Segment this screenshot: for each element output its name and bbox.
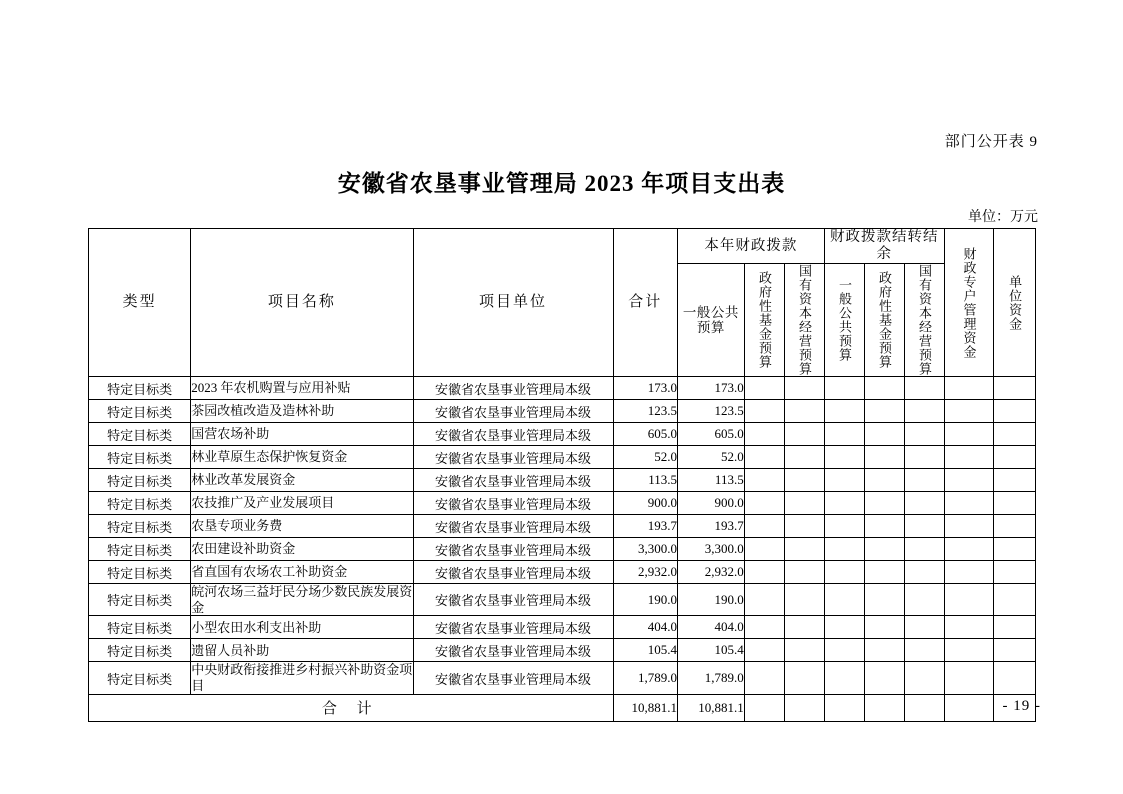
cell-carryover-gov-fund [864, 616, 904, 639]
cell-project-unit: 安徽省农垦事业管理局本级 [413, 515, 613, 538]
table-row [89, 469, 1036, 492]
cell-project-unit: 安徽省农垦事业管理局本级 [413, 400, 613, 423]
cell-general-public-budget: 404.0 [678, 616, 745, 639]
table-total-row [89, 694, 1036, 721]
cell-project-name: 茶园改植改造及造林补助 [191, 400, 413, 423]
cell-gov-fund-budget [744, 616, 784, 639]
cell-type: 特定目标类 [89, 561, 191, 584]
cell-carryover-general-public [824, 639, 864, 662]
cell-carryover-gov-fund [864, 492, 904, 515]
cell-gov-fund-budget [744, 639, 784, 662]
cell-total: 193.7 [613, 515, 677, 538]
cell-project-name: 农田建设补助资金 [191, 538, 413, 561]
cell-carryover-general-public [824, 515, 864, 538]
cell-total: 605.0 [613, 423, 677, 446]
cell-unit-funds [993, 446, 1035, 469]
table-row [89, 662, 1036, 694]
cell-unit-funds [993, 616, 1035, 639]
cell-project-unit: 安徽省农垦事业管理局本级 [413, 446, 613, 469]
cell-state-capital-budget [784, 423, 824, 446]
cell-general-public-budget: 52.0 [678, 446, 745, 469]
table-row [89, 561, 1036, 584]
header-fiscal-special-account [944, 229, 993, 377]
cell-total: 190.0 [613, 584, 677, 616]
cell-project-name: 国营农场补助 [191, 423, 413, 446]
cell-carryover-gov-fund [864, 400, 904, 423]
header-gov-fund-budget-text: 政府性基金预算 [757, 271, 773, 370]
header-carryover-general-public-text: 一般公共预算 [837, 278, 853, 363]
cell-project-unit: 安徽省农垦事业管理局本级 [413, 561, 613, 584]
cell-carryover-gov-fund [864, 423, 904, 446]
cell-fiscal-special-account [944, 639, 993, 662]
cell-carryover-state-capital [904, 662, 944, 694]
cell-project-name: 农技推广及产业发展项目 [191, 492, 413, 515]
cell-fiscal-special-account [944, 423, 993, 446]
cell-state-capital-budget [784, 377, 824, 400]
cell-fiscal-special-account [944, 561, 993, 584]
cell-type: 特定目标类 [89, 446, 191, 469]
cell-state-capital-budget [784, 584, 824, 616]
header-gov-fund-budget [744, 264, 784, 377]
cell-general-public-budget: 2,932.0 [678, 561, 745, 584]
cell-state-capital-budget [784, 515, 824, 538]
cell-general-public-budget: 1,789.0 [678, 662, 745, 694]
cell-gov-fund-budget [744, 492, 784, 515]
cell-gov-fund-budget [744, 469, 784, 492]
cell-carryover-gov-fund [864, 662, 904, 694]
page-number: - 19 - [1002, 698, 1041, 714]
cell-project-name: 皖河农场三益圩民分场少数民族发展资金 [191, 584, 413, 615]
cell-gov-fund-budget [744, 400, 784, 423]
header-fiscal-special-account-text: 财政专户管理资金 [961, 246, 977, 359]
cell-unit-funds [993, 400, 1035, 423]
cell-fiscal-special-account [944, 584, 993, 616]
cell-project-name: 遗留人员补助 [191, 639, 413, 662]
cell-carryover-state-capital [904, 616, 944, 639]
cell-unit-funds [993, 377, 1035, 400]
cell-carryover-general-public [824, 538, 864, 561]
header-group-current-appropriation: 本年财政拨款 [678, 229, 825, 264]
cell-fiscal-special-account [944, 515, 993, 538]
cell-project-unit: 安徽省农垦事业管理局本级 [413, 469, 613, 492]
header-type: 类型 [89, 229, 191, 377]
cell-general-public-budget: 113.5 [678, 469, 745, 492]
cell-project-unit: 安徽省农垦事业管理局本级 [413, 584, 613, 616]
cell-unit-funds [993, 561, 1035, 584]
cell-fiscal-special-account [944, 662, 993, 694]
cell-carryover-gov-fund [864, 377, 904, 400]
header-unit-funds-text: 单位资金 [1007, 274, 1023, 331]
cell-state-capital-budget [784, 662, 824, 694]
cell-state-capital-budget [784, 639, 824, 662]
cell-gov-fund-budget [744, 561, 784, 584]
cell-state-capital-budget [784, 446, 824, 469]
cell-unit-funds [993, 469, 1035, 492]
cell-carryover-state-capital [904, 639, 944, 662]
cell-type: 特定目标类 [89, 400, 191, 423]
cell-carryover-state-capital [904, 561, 944, 584]
cell-carryover-state-capital [904, 469, 944, 492]
cell-gov-fund-budget [744, 584, 784, 616]
table-row [89, 423, 1036, 446]
header-carryover-gov-fund-text: 政府性基金预算 [877, 271, 893, 370]
cell-carryover-general-public [824, 469, 864, 492]
cell-project-name: 2023 年农机购置与应用补贴 [191, 377, 413, 400]
cell-total: 900.0 [613, 492, 677, 515]
cell-project-unit: 安徽省农垦事业管理局本级 [413, 662, 613, 694]
cell-total-carryover-general-public [824, 694, 864, 721]
cell-type: 特定目标类 [89, 377, 191, 400]
cell-carryover-gov-fund [864, 561, 904, 584]
cell-type: 特定目标类 [89, 662, 191, 694]
header-carryover-state-capital [904, 264, 944, 377]
cell-total: 52.0 [613, 446, 677, 469]
cell-general-public-budget: 105.4 [678, 639, 745, 662]
cell-carryover-gov-fund [864, 538, 904, 561]
table-row [89, 400, 1036, 423]
cell-gov-fund-budget [744, 377, 784, 400]
unit-note: 单位：万元 [968, 210, 1038, 225]
cell-state-capital-budget [784, 616, 824, 639]
cell-project-unit: 安徽省农垦事业管理局本级 [413, 492, 613, 515]
cell-carryover-gov-fund [864, 639, 904, 662]
cell-carryover-state-capital [904, 492, 944, 515]
header-carryover-gov-fund [864, 264, 904, 377]
cell-total: 1,789.0 [613, 662, 677, 694]
cell-project-unit: 安徽省农垦事业管理局本级 [413, 538, 613, 561]
header-general-public-budget-text: 一般公共预算 [682, 304, 739, 336]
project-expenditure-table [88, 228, 1036, 722]
header-group-carryover: 财政拨款结转结余 [824, 229, 944, 264]
cell-general-public-budget: 3,300.0 [678, 538, 745, 561]
cell-total: 113.5 [613, 469, 677, 492]
page-title: 安徽省农垦事业管理局 2023 年项目支出表 [337, 171, 786, 196]
table-row [89, 492, 1036, 515]
cell-carryover-state-capital [904, 377, 944, 400]
cell-total-carryover-state-capital [904, 694, 944, 721]
cell-carryover-gov-fund [864, 446, 904, 469]
cell-carryover-state-capital [904, 423, 944, 446]
cell-carryover-general-public [824, 423, 864, 446]
cell-project-name: 中央财政衔接推进乡村振兴补助资金项目 [191, 662, 413, 693]
cell-total: 2,932.0 [613, 561, 677, 584]
cell-type: 特定目标类 [89, 515, 191, 538]
cell-carryover-general-public [824, 662, 864, 694]
header-general-public-budget [678, 264, 745, 377]
header-carryover-state-capital-text: 国有资本经营预算 [917, 264, 933, 377]
header-project-unit: 项目单位 [413, 229, 613, 377]
cell-fiscal-special-account [944, 377, 993, 400]
cell-carryover-general-public [824, 400, 864, 423]
header-project-name: 项目名称 [191, 229, 413, 377]
cell-carryover-state-capital [904, 515, 944, 538]
cell-general-public-budget: 900.0 [678, 492, 745, 515]
cell-total: 105.4 [613, 639, 677, 662]
header-state-capital-budget-text: 国有资本经营预算 [797, 264, 813, 377]
cell-carryover-general-public [824, 377, 864, 400]
cell-state-capital-budget [784, 400, 824, 423]
cell-fiscal-special-account [944, 492, 993, 515]
form-tag: 部门公开表 9 [944, 134, 1038, 150]
cell-total-sum: 10,881.1 [613, 694, 677, 721]
cell-gov-fund-budget [744, 515, 784, 538]
table-row [89, 446, 1036, 469]
cell-state-capital-budget [784, 492, 824, 515]
cell-unit-funds [993, 423, 1035, 446]
cell-general-public-budget: 193.7 [678, 515, 745, 538]
cell-type: 特定目标类 [89, 423, 191, 446]
cell-general-public-budget: 123.5 [678, 400, 745, 423]
cell-gov-fund-budget [744, 446, 784, 469]
cell-type: 特定目标类 [89, 639, 191, 662]
cell-state-capital-budget [784, 538, 824, 561]
cell-project-unit: 安徽省农垦事业管理局本级 [413, 616, 613, 639]
cell-type: 特定目标类 [89, 584, 191, 616]
cell-carryover-state-capital [904, 400, 944, 423]
cell-total: 123.5 [613, 400, 677, 423]
table-row [89, 616, 1036, 639]
cell-unit-funds [993, 662, 1035, 694]
table-row [89, 584, 1036, 616]
table-body [89, 377, 1036, 721]
cell-total-label: 合 计 [89, 694, 614, 721]
cell-project-name: 省直国有农场农工补助资金 [191, 561, 413, 584]
cell-fiscal-special-account [944, 469, 993, 492]
cell-type: 特定目标类 [89, 492, 191, 515]
cell-fiscal-special-account [944, 616, 993, 639]
table-row [89, 377, 1036, 400]
table-row [89, 515, 1036, 538]
cell-carryover-gov-fund [864, 469, 904, 492]
cell-unit-funds [993, 492, 1035, 515]
header-state-capital-budget [784, 264, 824, 377]
cell-carryover-gov-fund [864, 515, 904, 538]
cell-total-state-capital-budget [784, 694, 824, 721]
cell-gov-fund-budget [744, 538, 784, 561]
cell-project-name: 林业改革发展资金 [191, 469, 413, 492]
cell-type: 特定目标类 [89, 469, 191, 492]
cell-project-unit: 安徽省农垦事业管理局本级 [413, 423, 613, 446]
cell-total-carryover-gov-fund [864, 694, 904, 721]
cell-carryover-general-public [824, 584, 864, 616]
cell-carryover-state-capital [904, 538, 944, 561]
table-row [89, 538, 1036, 561]
cell-type: 特定目标类 [89, 538, 191, 561]
cell-project-name: 小型农田水利支出补助 [191, 616, 413, 639]
cell-gov-fund-budget [744, 423, 784, 446]
cell-carryover-gov-fund [864, 584, 904, 616]
cell-unit-funds [993, 584, 1035, 616]
cell-carryover-general-public [824, 616, 864, 639]
cell-general-public-budget: 190.0 [678, 584, 745, 616]
cell-carryover-state-capital [904, 446, 944, 469]
cell-total: 173.0 [613, 377, 677, 400]
cell-project-unit: 安徽省农垦事业管理局本级 [413, 377, 613, 400]
cell-total-gov-fund-budget [744, 694, 784, 721]
cell-total: 404.0 [613, 616, 677, 639]
cell-total: 3,300.0 [613, 538, 677, 561]
header-unit-funds [993, 229, 1035, 377]
table-header-row-groups [89, 229, 1036, 264]
cell-general-public-budget: 173.0 [678, 377, 745, 400]
cell-unit-funds [993, 515, 1035, 538]
cell-state-capital-budget [784, 469, 824, 492]
cell-fiscal-special-account [944, 446, 993, 469]
header-carryover-general-public [824, 264, 864, 377]
cell-total-general-public-budget: 10,881.1 [678, 694, 745, 721]
cell-project-unit: 安徽省农垦事业管理局本级 [413, 639, 613, 662]
cell-unit-funds [993, 538, 1035, 561]
cell-fiscal-special-account [944, 538, 993, 561]
table-row [89, 639, 1036, 662]
cell-carryover-general-public [824, 446, 864, 469]
cell-unit-funds [993, 639, 1035, 662]
cell-project-name: 农垦专项业务费 [191, 515, 413, 538]
cell-project-name: 林业草原生态保护恢复资金 [191, 446, 413, 469]
cell-type: 特定目标类 [89, 616, 191, 639]
cell-state-capital-budget [784, 561, 824, 584]
cell-gov-fund-budget [744, 662, 784, 694]
cell-total-fiscal-special-account [944, 694, 993, 721]
cell-fiscal-special-account [944, 400, 993, 423]
cell-carryover-state-capital [904, 584, 944, 616]
cell-carryover-general-public [824, 561, 864, 584]
cell-general-public-budget: 605.0 [678, 423, 745, 446]
header-total: 合计 [613, 229, 677, 377]
cell-carryover-general-public [824, 492, 864, 515]
